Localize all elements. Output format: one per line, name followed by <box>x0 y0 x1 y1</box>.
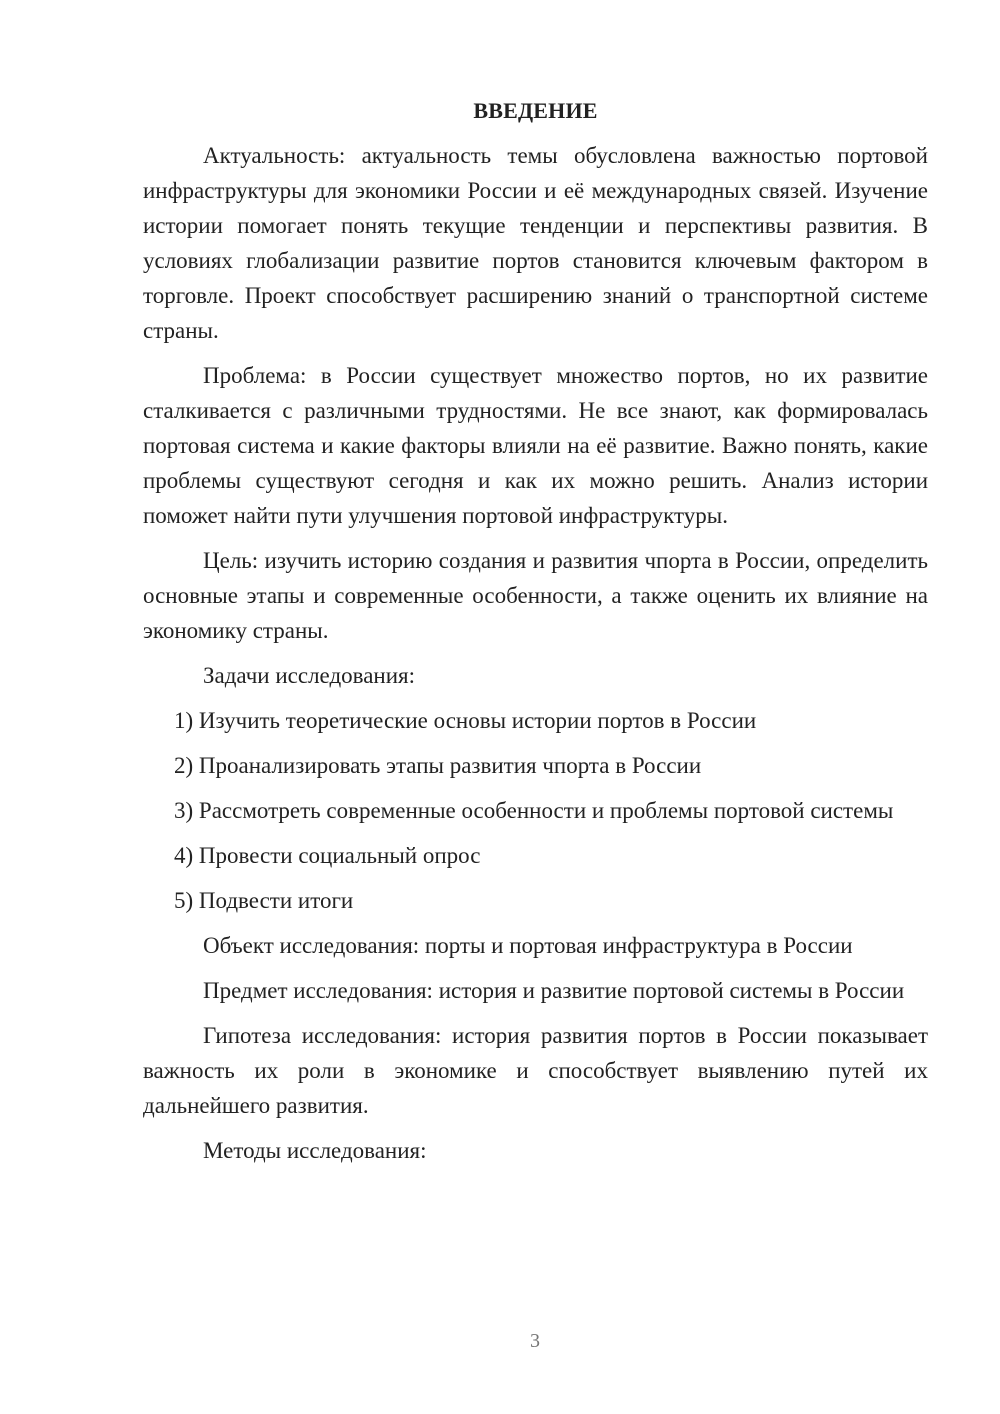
task-item: 4) Провести социальный опрос <box>174 843 481 868</box>
paragraph-relevance: Актуальность: актуальность темы обусловлена важностью портовой инфраструктуры для экономики России и её международных связей. Изучение истории помогает понять текущие тенденции и перспективы развития. В условиях глобализации развитие портов становится ключевым фактором в торговле. Проект способствует расширению знаний о транспортной системе страны. <box>143 143 928 343</box>
paragraph-subject: Предмет исследования: история и развитие портовой системы в России <box>203 978 905 1003</box>
paragraph-problem: Проблема: в России существует множество портов, но их развитие сталкивается с различными трудностями. Не все знают, как формировалась портовая система и какие факторы влияли на её развитие. Важно понять, какие проблемы существуют сегодня и как их можно решить. Анализ истории поможет найти пути улучшения портовой инфраструктуры. <box>143 363 928 528</box>
page-number: 3 <box>530 1330 540 1352</box>
task-item: 5) Подвести итоги <box>174 888 354 913</box>
task-item: 2) Проанализировать этапы развития чпорта в России <box>174 753 702 778</box>
task-item: 3) Рассмотреть современные особенности и проблемы портовой системы <box>174 798 894 823</box>
section-title: ВВЕДЕНИЕ <box>473 98 598 123</box>
page-content <box>143 93 928 1178</box>
paragraph-methods: Методы исследования: <box>203 1138 427 1163</box>
paragraph-hypothesis: Гипотеза исследования: история развития портов в России показывает важность их роли в экономике и способствует выявлению путей их дальнейшего развития. <box>143 1023 928 1118</box>
paragraph-tasks-heading: Задачи исследования: <box>203 663 416 688</box>
paragraph-goal: Цель: изучить историю создания и развития чпорта в России, определить основные этапы и современные особенности, а также оценить их влияние на экономику страны. <box>143 548 928 643</box>
paragraph-object: Объект исследования: порты и портовая инфраструктура в России <box>203 933 853 958</box>
task-item: 1) Изучить теоретические основы истории портов в России <box>174 708 757 733</box>
